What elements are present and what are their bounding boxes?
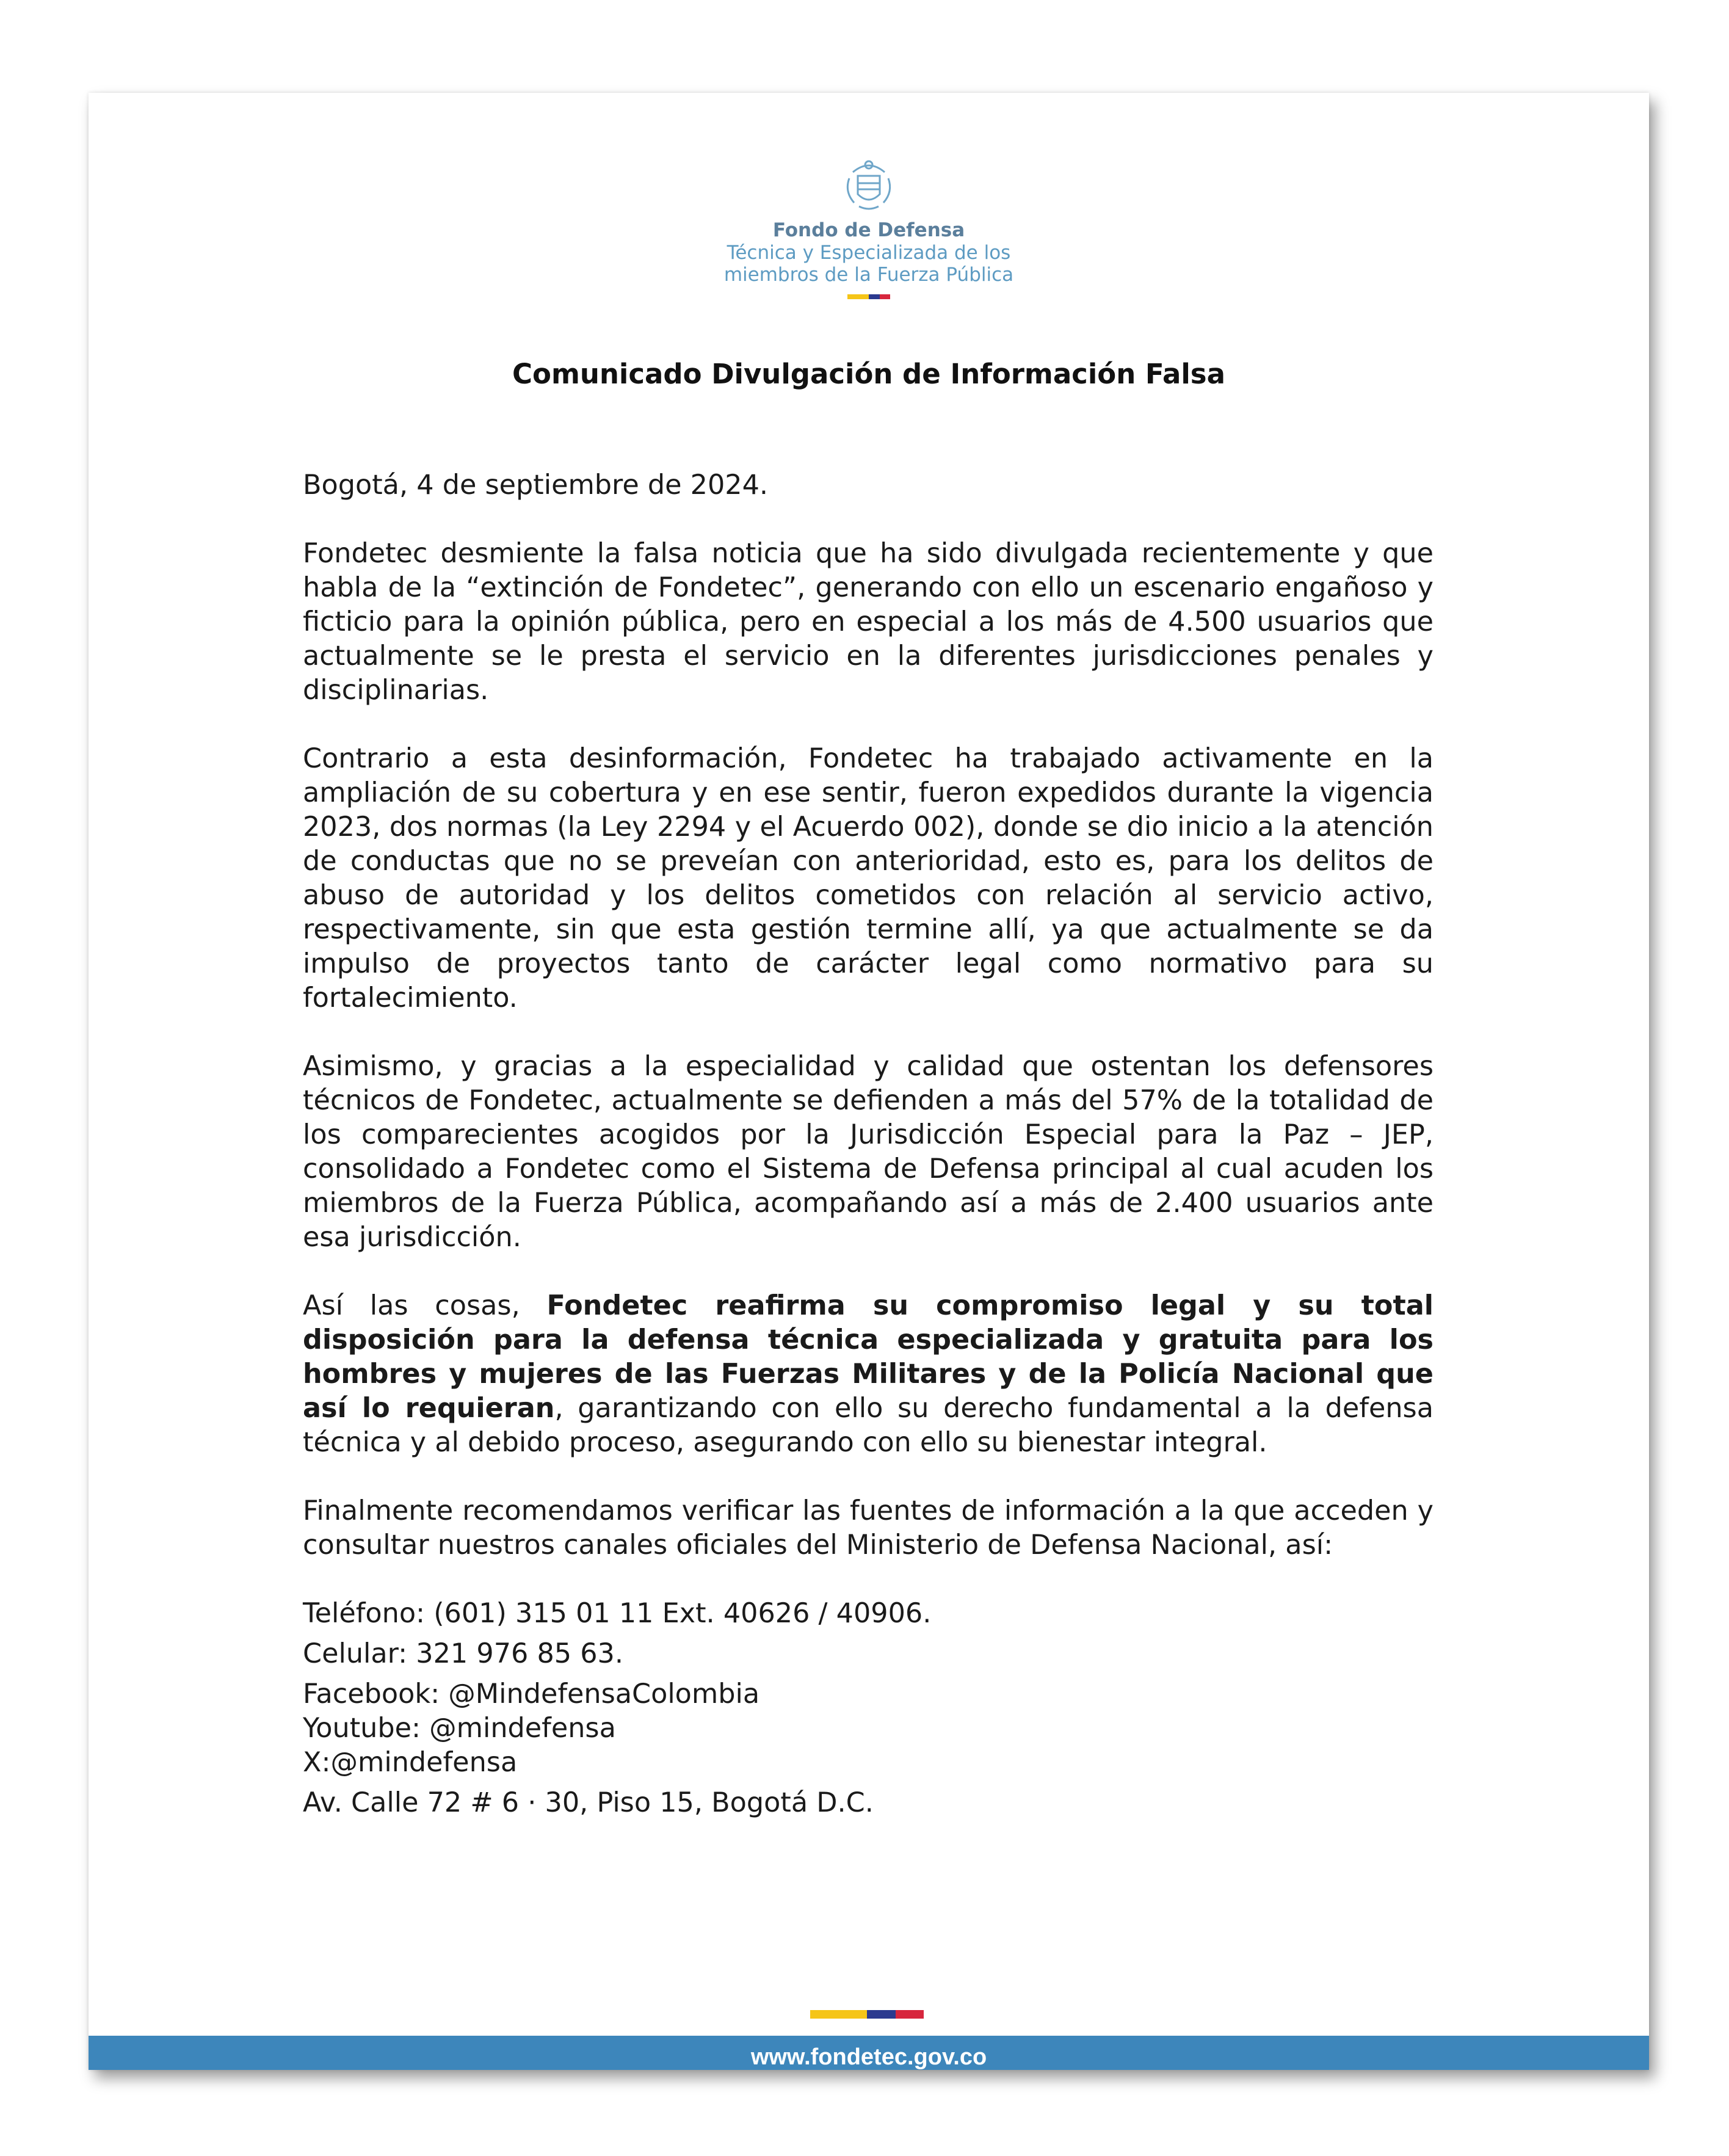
document-title: Comunicado Divulgación de Información Falsa — [512, 358, 1225, 390]
logo-title: Fondo de Defensa — [772, 219, 965, 241]
fondetec-logo — [89, 154, 1649, 299]
paragraph-2: Contrario a esta desinformación, Fondetec ha trabajado activamente en la ampliación de su cobertura y en ese sentir, fueron expedidos durante la vigencia 2023, dos normas (la Ley 2294 y el Acuerdo 002), donde se dio inicio a la atención de conductas que no se preveían con anterioridad, esto es, para los delitos de abuso de autoridad y los delitos cometidos con relación al servicio activo, respectivamente, sin que esta gestión termine allí, ya que actualmente se da impulso de proyectos tanto de carácter legal como normativo para su fortalecimiento. — [303, 743, 1434, 1014]
footer-band — [89, 2036, 1649, 2070]
paragraph-5: Finalmente recomendamos verificar las fuentes de información a la que acceden y consultar nuestros canales oficiales del Ministerio de Defensa Nacional, así: — [303, 1495, 1434, 1561]
flag-tricolor-bar — [847, 294, 890, 299]
logo-subtitle-line2: miembros de la Fuerza Pública — [723, 264, 1014, 286]
website-link[interactable]: www.fondetec.gov.co — [750, 2044, 987, 2070]
paragraph-4-lead: Así las cosas, — [303, 1290, 547, 1321]
paragraph-4-tail: , garantizando con ello su derecho fundamental a la defensa técnica y al debido proceso, asegurando con ello su bienestar integral. — [303, 1393, 1434, 1458]
contact-address: Av. Calle 72 # 6 · 30, Piso 15, Bogotá D.C. — [303, 1787, 874, 1818]
document-page — [89, 93, 1649, 2070]
document-body — [303, 468, 1434, 1820]
contact-x: X:@mindefensa — [303, 1747, 518, 1778]
paragraph-3: Asimismo, y gracias a la especialidad y calidad que ostentan los defensores técnicos de Fondetec, actualmente se defienden a más del 57% de la totalidad de los comparecientes acogidos por la Jurisdicción Especial para la Paz – JEP, consolidado a Fondetec como el Sistema de Defensa principal al cual acuden los miembros de la Fuerza Pública, acompañando así a más de 2.400 usuarios ante esa jurisdicción. — [303, 1051, 1434, 1253]
date-line: Bogotá, 4 de septiembre de 2024. — [303, 470, 769, 501]
footer-flag-tricolor-bar — [810, 2010, 924, 2019]
paragraph-4 — [303, 1289, 1434, 1460]
contact-facebook: Facebook: @MindefensaColombia — [303, 1679, 760, 1710]
contact-mobile: Celular: 321 976 85 63. — [303, 1638, 624, 1669]
contact-list — [303, 1597, 1434, 1820]
contact-youtube: Youtube: @mindefensa — [303, 1713, 616, 1744]
paragraph-4-emphasis: Fondetec reafirma su compromiso legal y su total disposición para la defensa técnica especializada y gratuita para los hombres y mujeres de las Fuerzas Militares y de la Policía Nacional que así lo requieran — [303, 1290, 1434, 1424]
colombia-coat-of-arms-icon — [841, 154, 897, 215]
paragraph-1: Fondetec desmiente la falsa noticia que ha sido divulgada recientemente y que habla de la “extinción de Fondetec”, generando con ello un escenario engañoso y ficticio para la opinión pública, pero en especial a los más de 4.500 usuarios que actualmente se le presta el servicio en la diferentes jurisdicciones penales y disciplinarias. — [303, 538, 1434, 706]
contact-phone: Teléfono: (601) 315 01 11 Ext. 40626 / 40906. — [303, 1598, 932, 1629]
logo-subtitle-line1: Técnica y Especializada de los — [727, 242, 1011, 264]
